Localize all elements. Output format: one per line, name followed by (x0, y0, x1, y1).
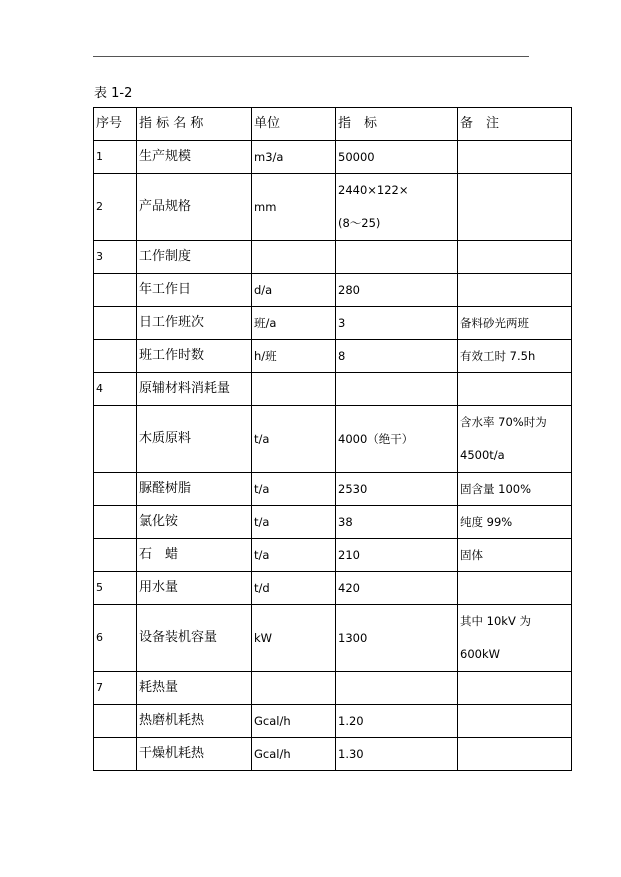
table-header-row (94, 108, 572, 141)
cell-sn (94, 473, 137, 506)
header-unit: 单位 (252, 108, 336, 141)
cell-name: 干燥机耗热 (137, 738, 252, 771)
cell-unit: d/a (252, 274, 336, 307)
cell-value: 1300 (336, 605, 458, 672)
cell-note (458, 672, 572, 705)
cell-name: 热磨机耗热 (137, 705, 252, 738)
table-caption: 表 1-2 (94, 86, 133, 101)
cell-value: 2530 (336, 473, 458, 506)
cell-unit: h/班 (252, 340, 336, 373)
header-name: 指 标 名 称 (137, 108, 252, 141)
cell-unit (252, 241, 336, 274)
table-row (94, 605, 572, 672)
cell-note (458, 141, 572, 174)
top-divider (93, 56, 529, 57)
cell-value: 280 (336, 274, 458, 307)
cell-note-line: 600kW (460, 647, 500, 661)
table-row (94, 539, 572, 572)
cell-name: 年工作日 (137, 274, 252, 307)
cell-note (458, 174, 572, 241)
cell-value: 210 (336, 539, 458, 572)
cell-note: 备料砂光两班 (458, 307, 572, 340)
cell-name: 原辅材料消耗量 (137, 373, 252, 406)
cell-value: 1.30 (336, 738, 458, 771)
table-row (94, 473, 572, 506)
cell-unit: t/d (252, 572, 336, 605)
cell-value (336, 672, 458, 705)
cell-value: 3 (336, 307, 458, 340)
cell-note-line: 其中 10kV 为 (460, 614, 531, 628)
cell-sn: 1 (94, 141, 137, 174)
spec-table (93, 107, 572, 771)
cell-value: 1.20 (336, 705, 458, 738)
cell-note: 固含量 100% (458, 473, 572, 506)
cell-name: 石 蜡 (137, 539, 252, 572)
table-row (94, 373, 572, 406)
cell-sn (94, 274, 137, 307)
table-row (94, 406, 572, 473)
cell-sn (94, 506, 137, 539)
cell-unit: Gcal/h (252, 705, 336, 738)
cell-unit: kW (252, 605, 336, 672)
cell-value: 38 (336, 506, 458, 539)
cell-sn (94, 406, 137, 473)
table-row (94, 738, 572, 771)
cell-value: 420 (336, 572, 458, 605)
cell-value (336, 174, 458, 241)
cell-sn (94, 705, 137, 738)
cell-note: 有效工时 7.5h (458, 340, 572, 373)
table-row (94, 274, 572, 307)
cell-name: 氯化铵 (137, 506, 252, 539)
cell-name: 木质原料 (137, 406, 252, 473)
cell-note (458, 572, 572, 605)
cell-unit: t/a (252, 506, 336, 539)
cell-name: 用水量 (137, 572, 252, 605)
cell-note: 固体 (458, 539, 572, 572)
cell-sn: 4 (94, 373, 137, 406)
header-note: 备 注 (458, 108, 572, 141)
cell-name: 生产规模 (137, 141, 252, 174)
cell-note (458, 406, 572, 473)
cell-unit: t/a (252, 539, 336, 572)
cell-unit (252, 373, 336, 406)
cell-unit: t/a (252, 406, 336, 473)
table-row (94, 506, 572, 539)
table-row (94, 705, 572, 738)
cell-name: 设备装机容量 (137, 605, 252, 672)
cell-sn: 3 (94, 241, 137, 274)
cell-unit: mm (252, 174, 336, 241)
table-body (94, 108, 572, 771)
cell-unit: 班/a (252, 307, 336, 340)
table-row (94, 174, 572, 241)
table-row (94, 141, 572, 174)
cell-sn: 5 (94, 572, 137, 605)
cell-sn (94, 340, 137, 373)
cell-value: 8 (336, 340, 458, 373)
cell-unit (252, 672, 336, 705)
cell-note: 纯度 99% (458, 506, 572, 539)
table-row (94, 340, 572, 373)
cell-unit: Gcal/h (252, 738, 336, 771)
cell-name: 工作制度 (137, 241, 252, 274)
cell-name: 日工作班次 (137, 307, 252, 340)
header-sn: 序号 (94, 108, 137, 141)
cell-note (458, 373, 572, 406)
cell-unit: m3/a (252, 141, 336, 174)
cell-value: 50000 (336, 141, 458, 174)
cell-note (458, 738, 572, 771)
cell-sn: 2 (94, 174, 137, 241)
cell-sn: 7 (94, 672, 137, 705)
table-row (94, 307, 572, 340)
cell-sn (94, 307, 137, 340)
table-row (94, 572, 572, 605)
cell-name: 班工作时数 (137, 340, 252, 373)
cell-note (458, 605, 572, 672)
cell-name: 产品规格 (137, 174, 252, 241)
cell-note (458, 274, 572, 307)
cell-value-line: (8～25) (338, 216, 381, 230)
cell-value (336, 373, 458, 406)
cell-value: 4000（绝干） (336, 406, 458, 473)
cell-value (336, 241, 458, 274)
cell-value-line: 2440×122× (338, 183, 409, 197)
cell-unit: t/a (252, 473, 336, 506)
cell-sn (94, 539, 137, 572)
cell-name: 耗热量 (137, 672, 252, 705)
cell-note (458, 705, 572, 738)
table-row (94, 672, 572, 705)
cell-note (458, 241, 572, 274)
table-row (94, 241, 572, 274)
cell-note-line: 4500t/a (460, 448, 505, 462)
header-value: 指 标 (336, 108, 458, 141)
cell-sn (94, 738, 137, 771)
cell-name: 脲醛树脂 (137, 473, 252, 506)
cell-sn: 6 (94, 605, 137, 672)
cell-note-line: 含水率 70%时为 (460, 415, 547, 429)
